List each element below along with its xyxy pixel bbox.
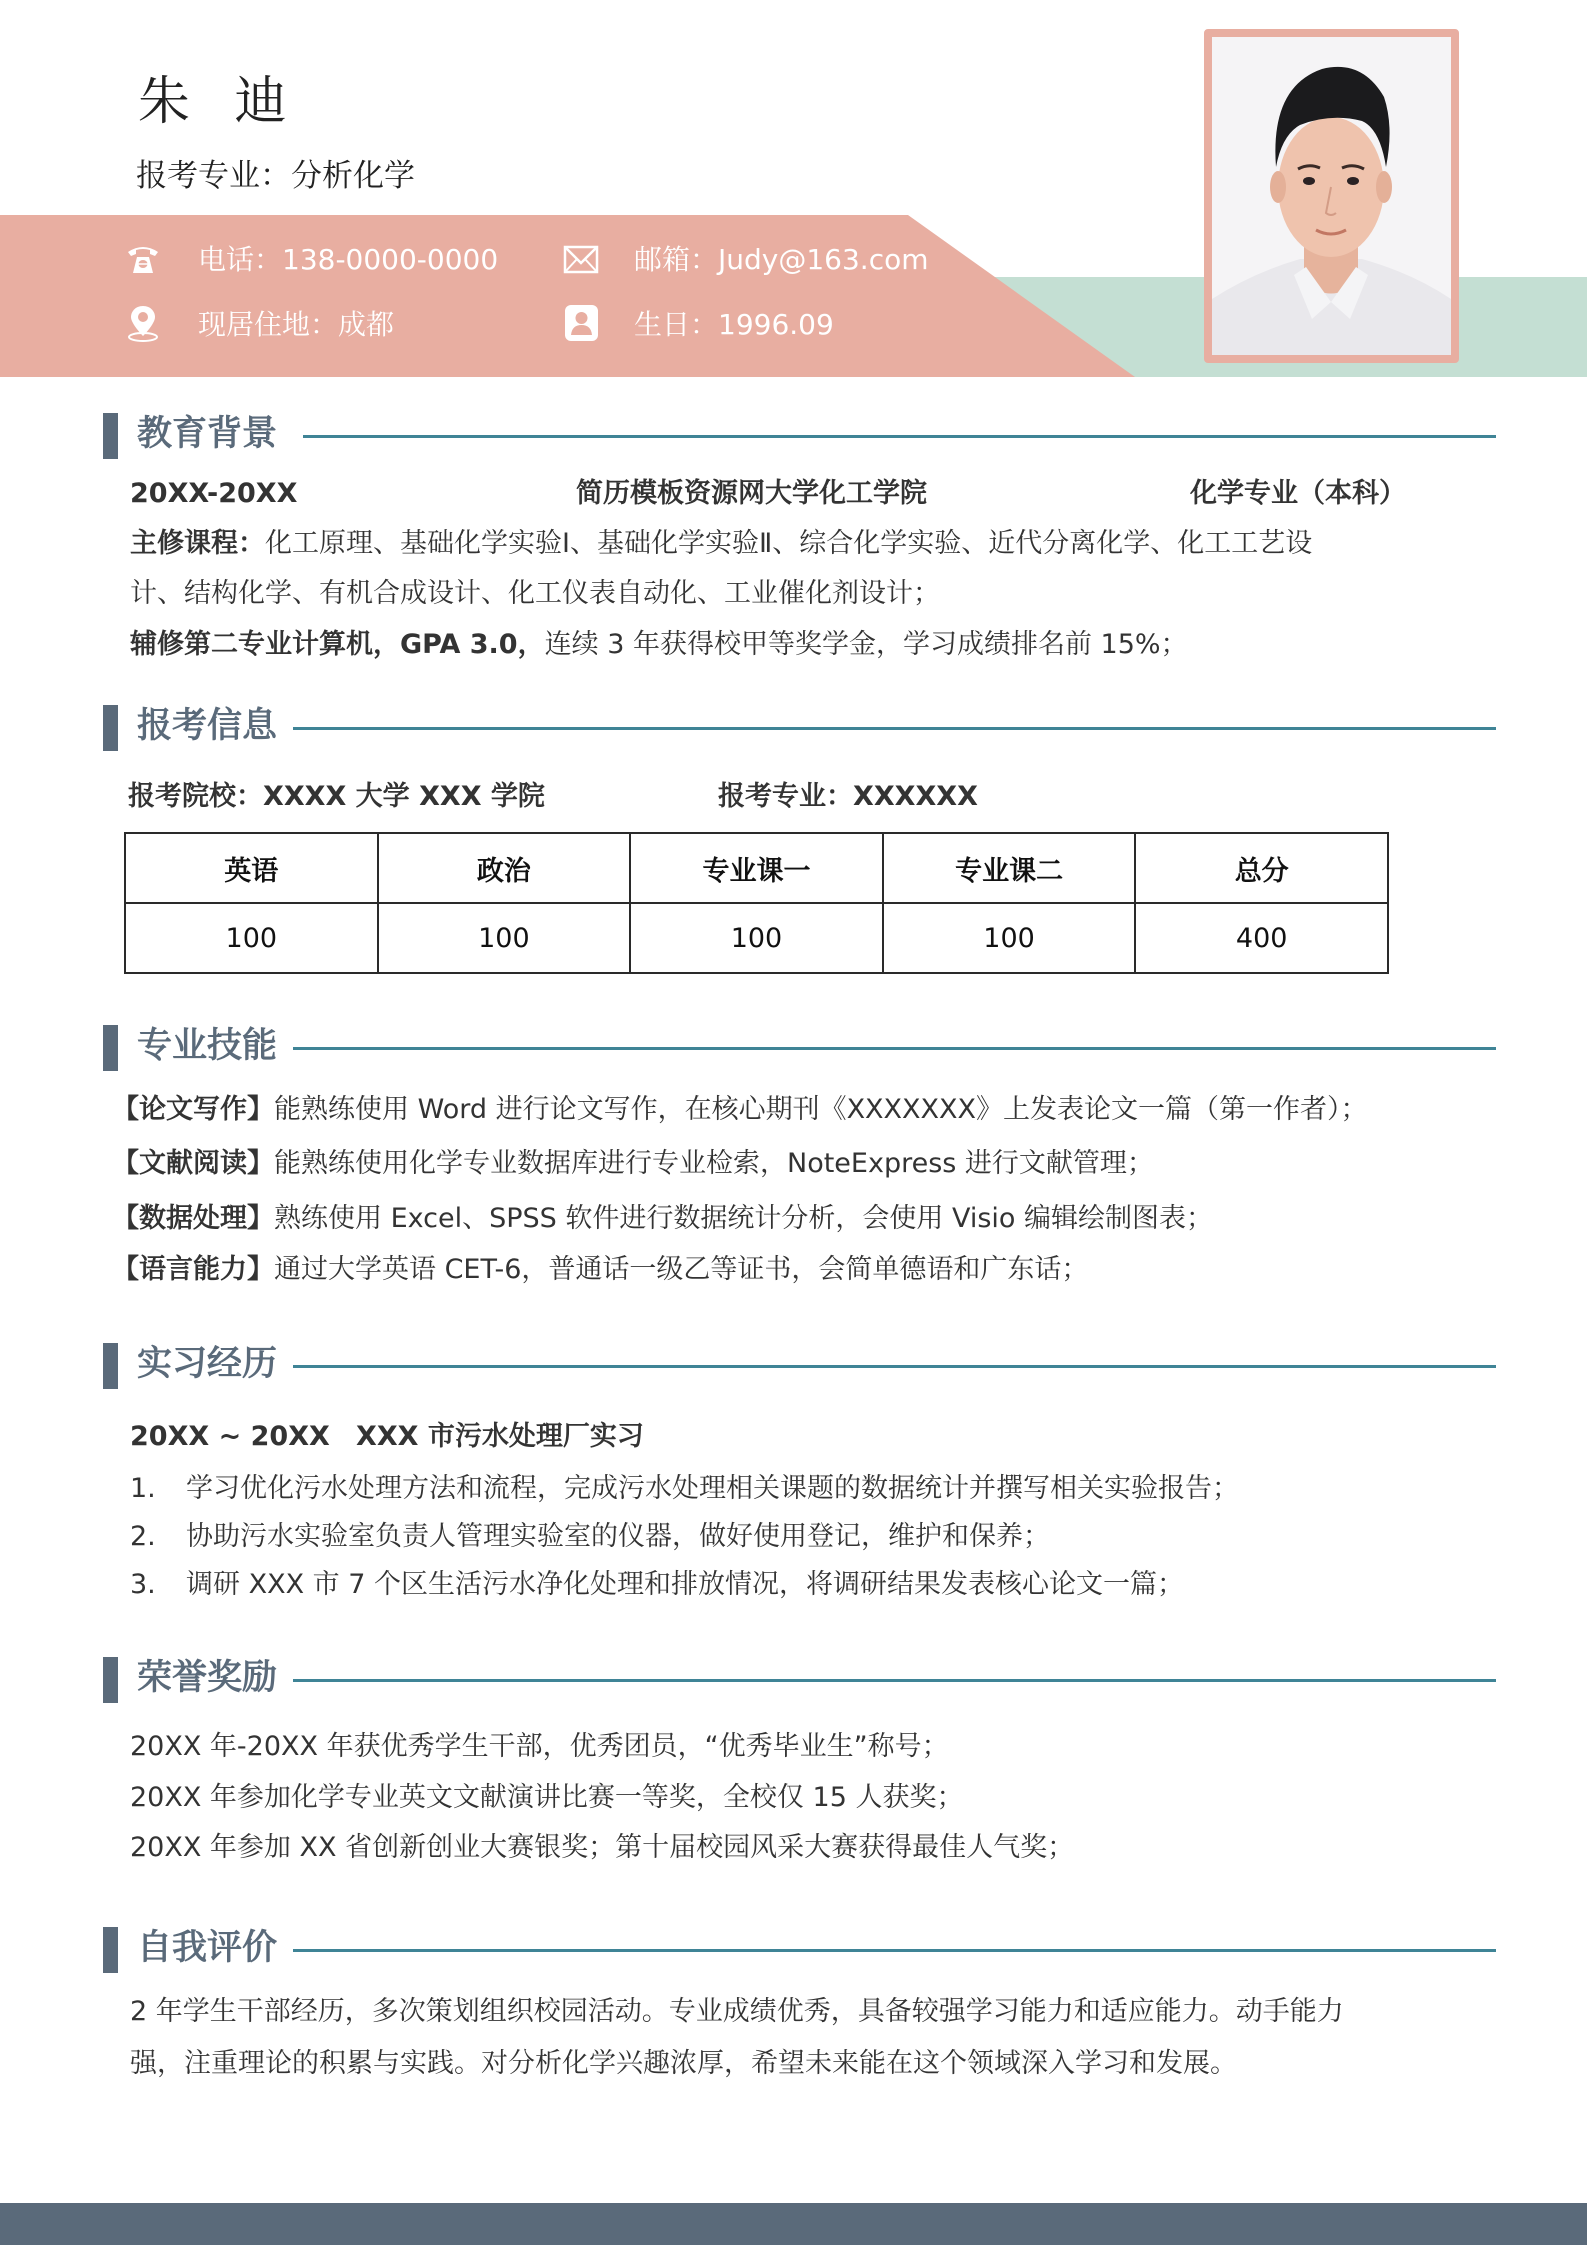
- skill-label: 【论文写作】: [112, 1094, 274, 1125]
- skill-item: [112, 1201, 1213, 1237]
- self-eval-line: 2 年学生干部经历，多次策划组织校园活动。专业成绩优秀，具备较强学习能力和适应能力。动手能力: [130, 1996, 1344, 2027]
- table-cell: 400: [1135, 903, 1388, 973]
- internship-item: [130, 1471, 1239, 1507]
- email-text: 邮箱：Judy@163.com: [634, 243, 929, 276]
- honor-item: 20XX 年参加化学专业英文文献演讲比赛一等奖，全校仅 15 人获奖；: [130, 1782, 964, 1813]
- self-eval-line: 强，注重理论的积累与实践。对分析化学兴趣浓厚，希望未来能在这个领域深入学习和发展。: [130, 2048, 1237, 2079]
- education-major: 化学专业（本科）: [1190, 478, 1406, 509]
- section-title: 实习经历: [137, 1344, 278, 1384]
- section-divider: [293, 1365, 1496, 1368]
- table-header: 政治: [378, 833, 631, 903]
- item-text: 学习优化污水处理方法和流程，完成污水处理相关课题的数据统计并撰写相关实验报告；: [186, 1473, 1239, 1504]
- footer-bar: [0, 2203, 1587, 2245]
- section-marker: [103, 705, 118, 751]
- phone-icon: [124, 239, 162, 277]
- table-row: [125, 903, 1388, 973]
- section-title: 专业技能: [137, 1026, 278, 1066]
- section-header-honors: [103, 1657, 1496, 1703]
- contact-phone: [124, 238, 498, 278]
- table-header: 专业课二: [883, 833, 1136, 903]
- honor-item: 20XX 年-20XX 年获优秀学生干部，优秀团员，“优秀毕业生”称号；: [130, 1731, 949, 1762]
- skill-text: 通过大学英语 CET-6，普通话一级乙等证书，会简单德语和广东话；: [274, 1254, 1089, 1285]
- internship-period: 20XX ~ 20XX: [130, 1421, 330, 1452]
- education-summary: [130, 476, 1430, 512]
- table-cell: 100: [883, 903, 1136, 973]
- scholarship-text: 连续 3 年获得校甲等奖学金，学习成绩排名前 15%；: [544, 629, 1188, 660]
- score-table: [124, 832, 1389, 974]
- section-title: 报考信息: [137, 706, 278, 746]
- phone-text: 电话：138-0000-0000: [198, 243, 499, 276]
- skill-text: 熟练使用 Excel、SPSS 软件进行数据统计分析，会使用 Visio 编辑绘制图表；: [274, 1203, 1214, 1234]
- mail-icon: [562, 239, 600, 277]
- skill-text: 能熟练使用 Word 进行论文写作，在核心期刊《XXXXXXX》上发表论文一篇（第一作者）；: [274, 1094, 1368, 1125]
- location-text: 现居住地：成都: [198, 308, 395, 341]
- target-school: 报考院校：XXXX 大学 XXX 学院: [128, 781, 545, 812]
- contact-location: [124, 303, 394, 343]
- item-text: 协助污水实验室负责人管理实验室的仪器，做好使用登记，维护和保养；: [186, 1521, 1050, 1552]
- section-header-education: [103, 413, 1496, 459]
- section-divider: [293, 1047, 1496, 1050]
- section-header-self-evaluation: [103, 1927, 1496, 1973]
- skill-item: [112, 1146, 1154, 1182]
- item-text: 调研 XXX 市 7 个区生活污水净化处理和排放情况，将调研结果发表核心论文一篇；: [186, 1569, 1184, 1600]
- table-cell: 100: [378, 903, 631, 973]
- item-number: 2.: [130, 1521, 156, 1552]
- section-marker: [103, 1657, 118, 1703]
- section-header-application: [103, 705, 1496, 751]
- item-number: 1.: [130, 1473, 156, 1504]
- table-header: 英语: [125, 833, 378, 903]
- skill-item: [112, 1092, 1368, 1128]
- education-period: 20XX-20XX: [130, 478, 298, 509]
- section-header-skills: [103, 1025, 1496, 1071]
- skill-label: 【语言能力】: [112, 1254, 274, 1285]
- section-title: 自我评价: [137, 1928, 278, 1968]
- location-pin-icon: [124, 304, 162, 342]
- section-marker: [103, 413, 118, 459]
- section-divider: [303, 435, 1496, 438]
- education-school: 简历模板资源网大学化工学院: [576, 478, 927, 509]
- internship-org: XXX 市污水处理厂实习: [356, 1421, 644, 1452]
- section-divider: [293, 1949, 1496, 1952]
- section-title: 荣誉奖励: [137, 1658, 278, 1698]
- table-header: 总分: [1135, 833, 1388, 903]
- target-major-detail: 报考专业：XXXXXX: [718, 781, 978, 812]
- table-cell: 100: [630, 903, 883, 973]
- internship-item: [130, 1519, 1050, 1555]
- item-number: 3.: [130, 1569, 156, 1600]
- section-header-internship: [103, 1343, 1496, 1389]
- courses-label: 主修课程：: [130, 528, 265, 559]
- section-marker: [103, 1343, 118, 1389]
- section-divider: [293, 1679, 1496, 1682]
- section-marker: [103, 1927, 118, 1973]
- minor-gpa: 辅修第二专业计算机，GPA 3.0，: [130, 629, 545, 660]
- courses-line-2: 计、结构化学、有机合成设计、化工仪表自动化、工业催化剂设计；: [130, 578, 940, 609]
- skill-label: 【文献阅读】: [112, 1148, 274, 1179]
- table-cell: 100: [125, 903, 378, 973]
- table-header: 专业课一: [630, 833, 883, 903]
- table-header-row: [125, 833, 1388, 903]
- candidate-name: 朱 迪: [138, 72, 301, 132]
- skill-label: 【数据处理】: [112, 1203, 274, 1234]
- skill-text: 能熟练使用化学专业数据库进行专业检索，NoteExpress 进行文献管理；: [274, 1148, 1154, 1179]
- courses-line-1: [130, 526, 1312, 562]
- contact-email: [562, 238, 929, 278]
- courses-text: 化工原理、基础化学实验Ⅰ、基础化学实验Ⅱ、综合化学实验、近代分离化学、化工工艺设: [265, 528, 1313, 559]
- education-extra: [130, 627, 1188, 663]
- contact-birthday: [562, 303, 834, 343]
- skill-item: [112, 1252, 1088, 1288]
- birthday-text: 生日：1996.09: [634, 308, 834, 341]
- internship-item: [130, 1567, 1184, 1603]
- target-major: 报考专业：分析化学: [136, 158, 415, 194]
- section-divider: [293, 727, 1496, 730]
- honor-item: 20XX 年参加 XX 省创新创业大赛银奖；第十届校园风采大赛获得最佳人气奖；: [130, 1832, 1075, 1863]
- contact-card-icon: [562, 304, 600, 342]
- profile-photo: [1204, 29, 1459, 363]
- section-marker: [103, 1025, 118, 1071]
- section-title: 教育背景: [137, 414, 278, 454]
